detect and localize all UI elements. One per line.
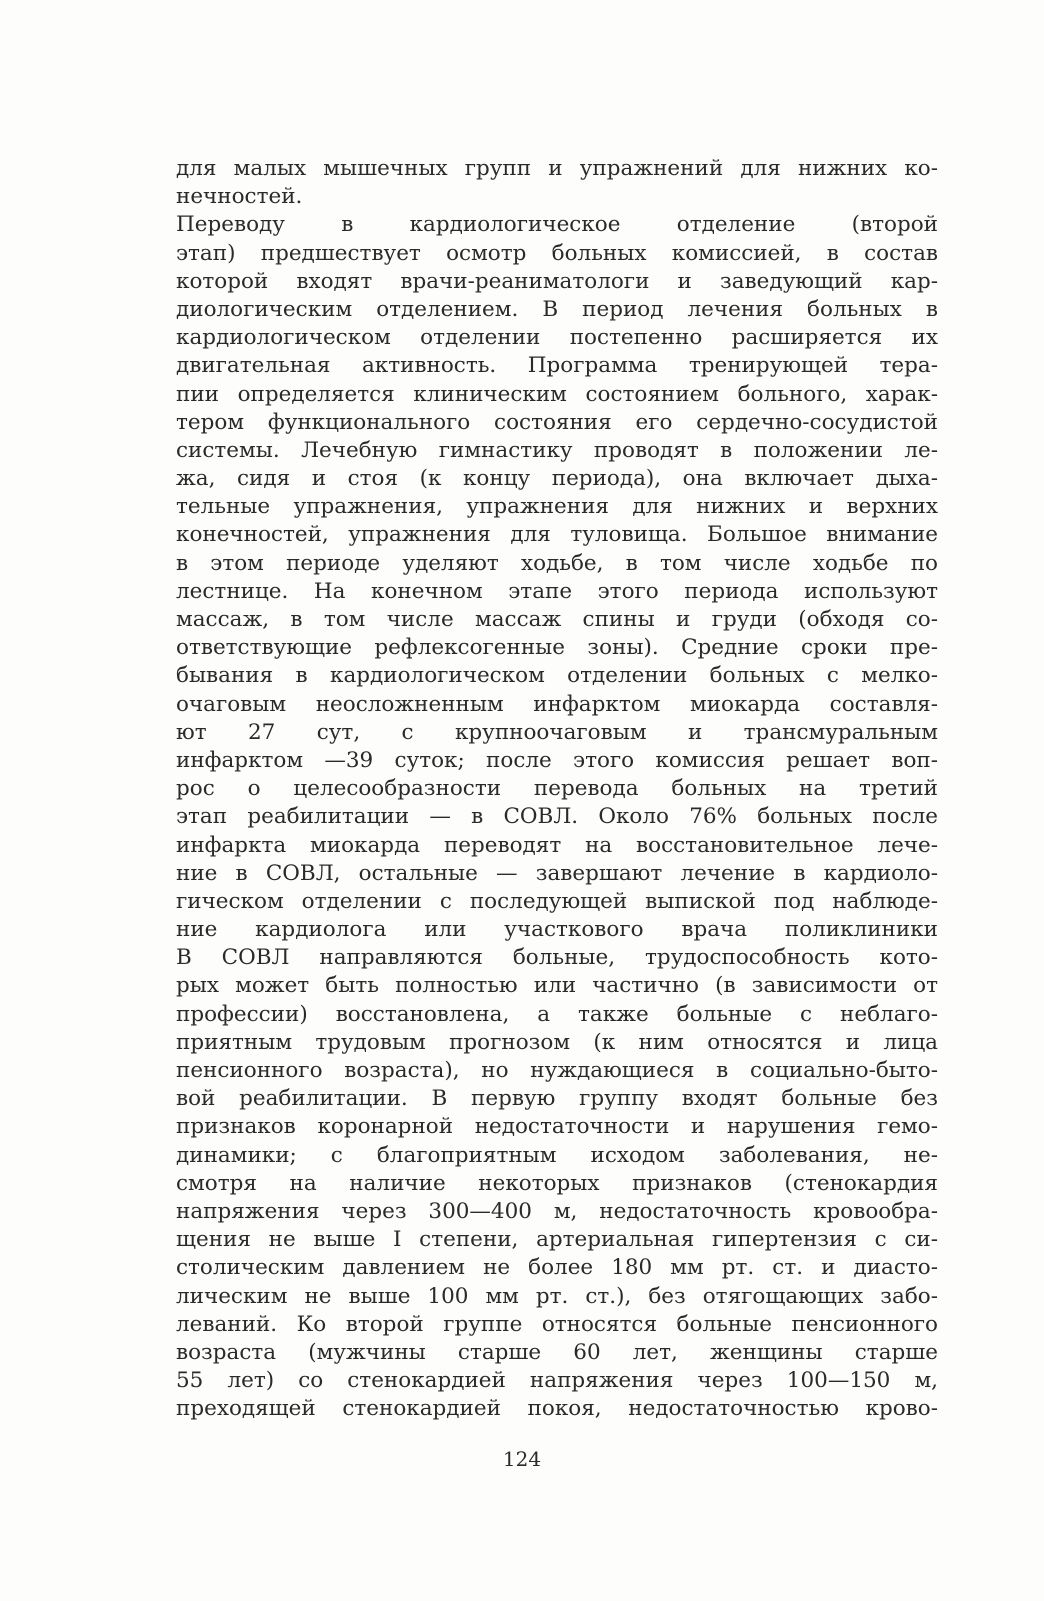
text-line: преходящей стенокардией покоя, недостаточностью крово- xyxy=(176,1396,938,1422)
text-line: рос о целесообразности перевода больных на третий xyxy=(176,776,938,802)
text-line: этап) предшествует осмотр больных комиссией, в состав xyxy=(176,240,938,266)
text-line: столическим давлением не более 180 мм рт. ст. и диасто- xyxy=(176,1255,938,1281)
text-line: динамики; с благоприятным исходом заболевания, не- xyxy=(176,1142,938,1168)
text-line: профессии) восстановлена, а также больные с неблаго- xyxy=(176,1001,938,1027)
text-line: рых может быть полностью или частично (в зависимости от xyxy=(176,973,938,999)
text-line: инфарктом —39 суток; после этого комиссия решает воп- xyxy=(176,747,938,773)
text-line: системы. Лечебную гимнастику проводят в положении ле- xyxy=(176,437,938,463)
text-line: напряжения через 300—400 м, недостаточность кровообра- xyxy=(176,1198,938,1224)
text-line: ние кардиолога или участкового врача поликлиники xyxy=(176,917,938,943)
text-line: тельные упражнения, упражнения для нижних и верхних xyxy=(176,494,938,520)
text-line: приятным трудовым прогнозом (к ним относятся и лица xyxy=(176,1029,938,1055)
text-line: диологическим отделением. В период лечения больных в xyxy=(176,296,938,322)
text-line: 55 лет) со стенокардией напряжения через 100—150 м, xyxy=(176,1368,938,1394)
text-line: бывания в кардиологическом отделении больных с мелко- xyxy=(176,663,938,689)
text-line: тером функционального состояния его сердечно-сосудистой xyxy=(176,409,938,435)
text-line: лестнице. На конечном этапе этого периода используют xyxy=(176,578,938,604)
text-line: жа, сидя и стоя (к концу периода), она включает дыха- xyxy=(176,466,938,492)
text-line: пенсионного возраста), но нуждающиеся в социально-быто- xyxy=(176,1058,938,1083)
text-line: пии определяется клиническим состоянием больного, харак- xyxy=(176,381,938,407)
text-line: которой входят врачи-реаниматологи и заведующий кар- xyxy=(176,268,938,294)
text-line: смотря на наличие некоторых признаков (стенокардия xyxy=(176,1170,938,1196)
text-line: В СОВЛ направляются больные, трудоспособность кото- xyxy=(176,945,938,971)
text-line: ответствующие рефлексогенные зоны). Средние сроки пре- xyxy=(176,635,938,661)
body-text xyxy=(176,155,938,1423)
text-line: гическом отделении с последующей выпиской под наблюде- xyxy=(176,888,938,914)
text-line: очаговым неосложненным инфарктом миокарда составля- xyxy=(176,691,938,717)
text-line: щения не выше I степени, артериальная гипертензия с си- xyxy=(176,1227,938,1253)
text-line: конечностей, упражнения для туловища. Большое внимание xyxy=(176,522,938,548)
page-number: 124 xyxy=(502,1447,542,1471)
text-line: лическим не выше 100 мм рт. ст.), без отягощающих забо- xyxy=(176,1283,938,1309)
text-line: ние в СОВЛ, остальные — завершают лечение в кардиоло- xyxy=(176,860,938,886)
text-line: кардиологическом отделении постепенно расширяется их xyxy=(176,325,938,351)
text-line: вой реабилитации. В первую группу входят больные без xyxy=(176,1086,938,1112)
text-line: массаж, в том числе массаж спины и груди (обходя со- xyxy=(176,607,938,632)
text-line: ют 27 сут, с крупноочаговым и трансмуральным xyxy=(176,719,938,745)
text-line: нечностей. xyxy=(176,184,303,210)
text-line: признаков коронарной недостаточности и нарушения гемо- xyxy=(176,1114,938,1140)
text-line: возраста (мужчины старше 60 лет, женщины старше xyxy=(176,1339,938,1365)
text-line: для малых мышечных групп и упражнений для нижних ко- xyxy=(176,156,938,181)
text-line: этап реабилитации — в СОВЛ. Около 76% больных после xyxy=(176,804,938,830)
text-line: Переводу в кардиологическое отделение (второй xyxy=(176,212,938,238)
text-line: леваний. Ко второй группе относятся больные пенсионного xyxy=(176,1311,938,1337)
text-line: двигательная активность. Программа тренирующей тера- xyxy=(176,353,938,379)
text-line: в этом периоде уделяют ходьбе, в том числе ходьбе по xyxy=(176,550,938,576)
text-line: инфаркта миокарда переводят на восстановительное лече- xyxy=(176,832,938,858)
